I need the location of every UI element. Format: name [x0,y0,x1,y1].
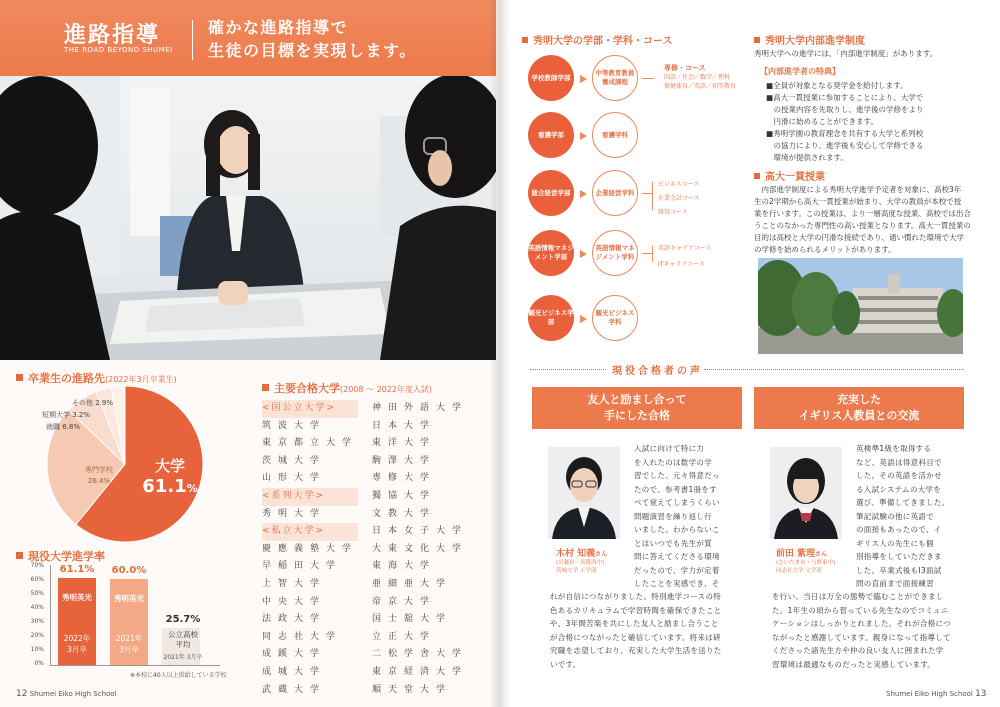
faculties-section-title [522,32,673,47]
faculty-row-education [528,55,574,101]
ytick-30: 30% [30,618,44,625]
university-item: 成蹊大学 [262,649,327,660]
feature-item: 環境が提供されます。 [766,153,848,162]
university-item: 二松学舎大学 [372,649,469,660]
text-line: 別指導をしていただきま [856,552,942,561]
text-line: 色あるカリキュラムで学習時間を確保できたこと [550,605,722,615]
universities-column-1 [262,400,358,699]
square-icon [754,37,760,43]
text-line: など、英語は得意科目で [856,457,942,467]
text-line: 入試に向けて特に力 [634,444,705,453]
bar-school-label: 秀明英光 [114,594,144,604]
square-icon [16,552,23,559]
enrollment-note: ※本校に40人以上供給している学校 [130,672,227,679]
header-copy [208,16,417,62]
voice-heading-2-line2: イギリス人教員との交流 [798,409,920,422]
pie-label-univ-name: 大学 [154,457,185,475]
course-list-management [658,178,700,220]
footer-left-text: Shumei Eiko High School [29,690,117,698]
text-line: ケーションはしっかりとれました。それが合格につ [772,619,951,628]
graduates-period: (2022年3月卒業生) [105,375,177,384]
campus-photo-illustration [758,258,963,354]
dept-circle: 英語情報マネジメント学科 [592,230,638,276]
pie-label-univ-value: 61.1 [142,476,187,497]
course-item: 国語／社会／数学／理科 [664,74,731,81]
student2-suffix: さん [815,551,828,558]
text-line: 選び、準備してきました。 [856,498,950,507]
footer-right-text: Shumei Eiko High School [886,690,973,698]
text-line: 究職を志望しており、充実した大学生活を送りた [550,646,722,655]
text-line: 習でした。元々得意だっ [634,471,720,480]
enrollment-title-text: 現役大学進学率 [28,550,105,563]
university-category: <系列大学> [262,488,358,506]
footer-left [16,689,117,699]
text-line: した。その英語を活かせ [856,471,942,480]
text-line: ながったと感謝しています。親身になって指導して [772,632,951,642]
internal-section-title [754,32,865,47]
university-item: 立正大学 [372,631,437,642]
integrated-line: うことのなかった専門性の高い授業となります。高大一貫授業の [754,221,971,230]
book-spine-shadow [490,0,510,707]
university-item: 茨城大学 [262,455,327,466]
university-item: 東洋大学 [372,438,437,449]
dept-tourism [592,295,638,341]
student1-university: 茨城大学 工学部 [556,568,597,574]
internal-title-text: 秀明大学内部進学制度 [765,36,865,47]
university-item: 上智大学 [262,578,327,589]
arrow-icon [580,75,587,83]
enrollment-bar-2022 [58,578,96,665]
student2-photo [770,447,842,539]
voice-heading-2-line1: 充実した [837,393,881,406]
university-item: 大東文化大学 [372,543,469,554]
integrated-line: 目的は高校と大学の円滑な接続であり、通い慣れた環境で大学 [754,233,964,242]
voice-heading-1 [532,387,742,429]
counseling-photo-illustration [0,76,496,360]
university-item: 帝京大学 [372,596,437,607]
student2-text-right [856,442,949,591]
page-subtitle: THE ROAD BEYOND SHUMEI [64,46,173,54]
text-line: べて覚えてしまうくらい [634,498,720,507]
course-item: 英語キャリアコース [658,245,712,252]
student1-school: (川越市・高階西中) [556,560,605,566]
arrow-icon [580,132,587,140]
text-line: とはいつでも先生が質 [634,538,712,548]
university-item: 法政大学 [262,614,327,625]
text-line: いました。わからないこ [634,525,720,534]
faculty-row-nursing [528,112,574,158]
feature-item: 円滑に始めることができます。 [766,117,878,126]
integrated-line: の学修を始められるメリットがあります。 [754,245,896,254]
text-line: れが自信につながりました。特別進学コースの特 [550,592,722,601]
bar-caption-line2: 3月卒 [119,644,139,654]
ytick-0: 0% [34,660,44,667]
universities-column-2 [372,400,482,699]
pie-label-employment: 就職 6.8% [46,423,81,431]
universities-section-title [262,380,432,396]
university-item: 獨協大学 [372,490,437,501]
internal-feature-list [766,80,924,164]
enrollment-bar-2021 [110,579,148,665]
student1-portrait [548,447,620,539]
voices-rule-right [704,369,964,370]
voices-rule-left [530,369,606,370]
header-divider [192,20,193,60]
course-list-education [664,64,736,91]
pie-label-univ [138,455,202,497]
bar-caption [58,633,96,655]
course-item: ITキャリアコース [658,261,705,268]
graduates-title-text: 卒業生の進路先 [28,372,105,385]
university-item: 亜細亜大学 [372,578,453,589]
student2-university: 同志社大学 文学部 [776,568,822,574]
graduates-pie-chart [20,382,250,542]
text-line: いです。 [550,659,581,669]
course-item: 保健体育／英語／初等教育 [664,83,737,90]
faculty-circle: 総合経営学部 [528,170,574,216]
bar-caption-line2: 3月卒 [67,644,87,654]
ytick-50: 50% [30,590,44,597]
header-copy-line1: 確かな進路指導で [208,18,349,37]
dept-circle: 企業経営学科 [592,170,638,216]
university-item: 同志社大学 [262,631,343,642]
connector-line [652,246,653,262]
university-item: 成城大学 [262,666,327,677]
internal-feature-title: 【内部進学者の特典】 [760,67,840,76]
feature-item: の授業内容を先取りし、進学後の学修をより [766,105,924,114]
universities-title-text: 主要合格大学 [274,382,340,395]
course-item: 専修・コース [664,64,706,72]
bar-caption-public-line1: 公立高校 [168,630,198,639]
faculty-circle: 英語情報マネジメント学部 [528,230,574,276]
pie-label-vocational [74,465,124,487]
bar-caption-public-line2: 平均 [175,640,191,649]
text-line: たので、参考書1冊をす [634,484,717,494]
internal-intro: 秀明大学への進学には、「内部進学制度」があります。 [754,49,938,58]
text-line: る入試システムの大学を [856,484,942,494]
footer-right [886,689,987,699]
pie-label-vocational-value: 26.4% [87,477,111,485]
integrated-body [754,184,990,256]
ytick-70: 70% [30,562,44,569]
text-line: が合格につながったと確信しています。将来は研 [550,632,721,642]
university-item: 順天堂大学 [372,684,453,695]
dept-management [592,170,638,216]
text-line: を入れたのは数学の学 [634,457,712,467]
ytick-10: 10% [30,646,44,653]
arrow-icon [580,250,587,258]
bar-caption-public [158,630,208,650]
arrow-icon [580,190,587,198]
universities-period: (2008 〜 2022年度入試) [340,385,433,394]
connector-line [642,193,652,194]
university-item: 秀明大学 [262,508,327,519]
student1-name [556,546,607,575]
text-line: た。1年生の頃から習っている先生なのでコミュニ [772,605,949,615]
text-line: 問の直前まで面接練習 [856,579,934,588]
university-item: 東海大学 [372,561,437,572]
student2-text-full [772,590,951,671]
square-icon [16,374,23,381]
university-category: <私立大学> [262,523,358,541]
pie-label-other: その他 2.9% [72,399,114,407]
university-item: 東京都立大学 [262,438,359,449]
dept-circle: 中等教育教員養成課程 [592,55,638,101]
student1-name-text: 木村 知義 [556,549,596,559]
counseling-photo [0,76,496,360]
text-line: したことを実感でき、そ [634,579,720,588]
university-item: 武蔵大学 [262,684,327,695]
square-icon [522,37,528,43]
bar-value-label-public: 25.7% [165,614,201,626]
pie-label-vocational-name: 専門学校 [85,466,113,474]
student1-text-full [550,590,722,671]
text-line: 問に答えてくださる環境 [634,552,720,561]
header-copy-line2: 生徒の目標を実現します。 [208,41,417,60]
bar-caption-line1: 2021年 [115,633,143,643]
course-item: 企業会計コース [658,195,700,202]
text-line: した。卒業式後もI3面試 [856,565,942,575]
connector-line [642,253,652,254]
text-line: 問題演習を繰り返し行 [634,511,712,521]
student2-name [776,546,835,575]
integrated-line: 生の2学期から高大一貫授業が始まり、大学の教員が本校で授 [754,197,962,206]
university-item: 山形大学 [262,473,327,484]
bar-caption-line1: 2022年 [63,633,91,643]
feature-item: の協力により、進学後も安心して学修できる [766,141,924,150]
university-item: 神田外語大学 [372,403,469,413]
bar-value-label-2022: 61.1% [59,563,95,575]
feature-item: ■高大一貫授業に参加することにより、大学で [766,93,924,102]
text-line: 英検準1級を取得する [856,444,932,453]
voice-heading-2 [754,387,964,429]
university-item: 日本大学 [372,420,437,431]
student1-photo [548,447,620,539]
student2-school: (さいたま市・与野東中) [776,560,836,566]
text-line: の面接もあったので、イ [856,525,942,534]
integrated-title-text: 高大一貫授業 [765,172,825,183]
university-item: 国士舘大学 [372,614,453,625]
faculty-row-management [528,170,574,216]
university-item: 筑波大学 [262,420,327,431]
pie-label-univ-unit: % [186,482,198,495]
bar-caption-public-line3: 2021年 3月卒 [163,654,203,661]
square-icon [754,173,760,179]
pie-label-junior: 短期大学 3.2% [42,411,91,419]
page-title: 進路指導 [64,23,161,48]
faculty-row-tourism [528,295,574,341]
arrow-icon [580,315,587,323]
campus-photo [758,258,963,354]
text-line: ギリス人の先生にも個 [856,538,934,548]
university-item: 専修大学 [372,473,437,484]
faculties-title-text: 秀明大学の学部・学科・コース [533,36,673,47]
integrated-line: 業を行います。この授業は、より一層高度な授業、高校では出合 [754,209,971,218]
ytick-40: 40% [30,604,44,611]
text-line: 習環境は最適なものだったと実感しています。 [772,659,936,669]
integrated-section-title [754,168,825,183]
dept-circle: 看護学科 [592,112,638,158]
connector-line [642,78,654,79]
square-icon [262,384,269,391]
student1-text-right [634,442,720,591]
university-item: 駒澤大学 [372,455,437,466]
enrollment-yaxis [14,562,50,674]
university-item: 日本女子大学 [372,526,469,537]
student2-name-text: 前田 紫理 [776,549,816,559]
course-item: 経営コース [658,209,688,216]
university-item: 中央大学 [262,596,327,607]
page-number-right: 13 [975,689,987,699]
university-item: 文教大学 [372,508,437,519]
feature-item: ■全員が対象となる奨学金を給付します。 [766,81,908,90]
text-line: や、3年間苦楽を共にした友人と励まし合うこと [550,619,719,628]
connector-line [652,182,653,210]
dept-education [592,55,638,101]
bar-value-label-2021: 60.0% [111,565,147,577]
enrollment-axis-line [50,565,51,666]
integrated-line: 内部進学制度による秀明大学進学予定者を対象に、高校3年 [754,185,962,194]
bar-school-label: 秀明英光 [62,592,92,602]
university-item: 慶應義塾大学 [262,543,359,554]
dept-nursing [592,112,638,158]
text-line: くださった諸先生方や仲の良い友人に囲まれた学 [772,646,944,655]
faculty-circle: 観光ビジネス学部 [528,295,574,341]
text-line: を行い、当日は万全の態勢で臨むことができまし [772,592,944,601]
faculty-circle: 学校教師学部 [528,55,574,101]
page-number-left: 12 [16,689,28,699]
course-list-english [658,241,711,273]
feature-item: ■秀明学園の教育理念を共有する大学と系列校 [766,129,924,138]
voice-heading-1-line2: 手にした合格 [604,409,670,422]
university-item: 早稲田大学 [262,561,343,572]
voices-title: 現役合格者の声 [612,366,703,377]
university-item: 東京経済大学 [372,666,469,677]
text-line: 筆記試験の他に英語で [856,511,934,521]
student1-suffix: さん [595,551,608,558]
ytick-20: 20% [30,632,44,639]
enrollment-baseline [50,665,220,666]
faculty-circle: 看護学部 [528,112,574,158]
text-line: だったので、学力が定着 [634,565,720,575]
dept-english [592,230,638,276]
ytick-60: 60% [30,576,44,583]
bar-caption [110,633,148,655]
university-category: <国公立大学> [262,400,358,418]
voice-heading-1-line1: 友人と励まし合って [587,393,687,406]
dept-circle: 観光ビジネス学科 [592,295,638,341]
course-item: ビジネスコース [658,181,700,188]
student2-portrait [770,447,842,539]
faculty-row-english [528,230,574,276]
